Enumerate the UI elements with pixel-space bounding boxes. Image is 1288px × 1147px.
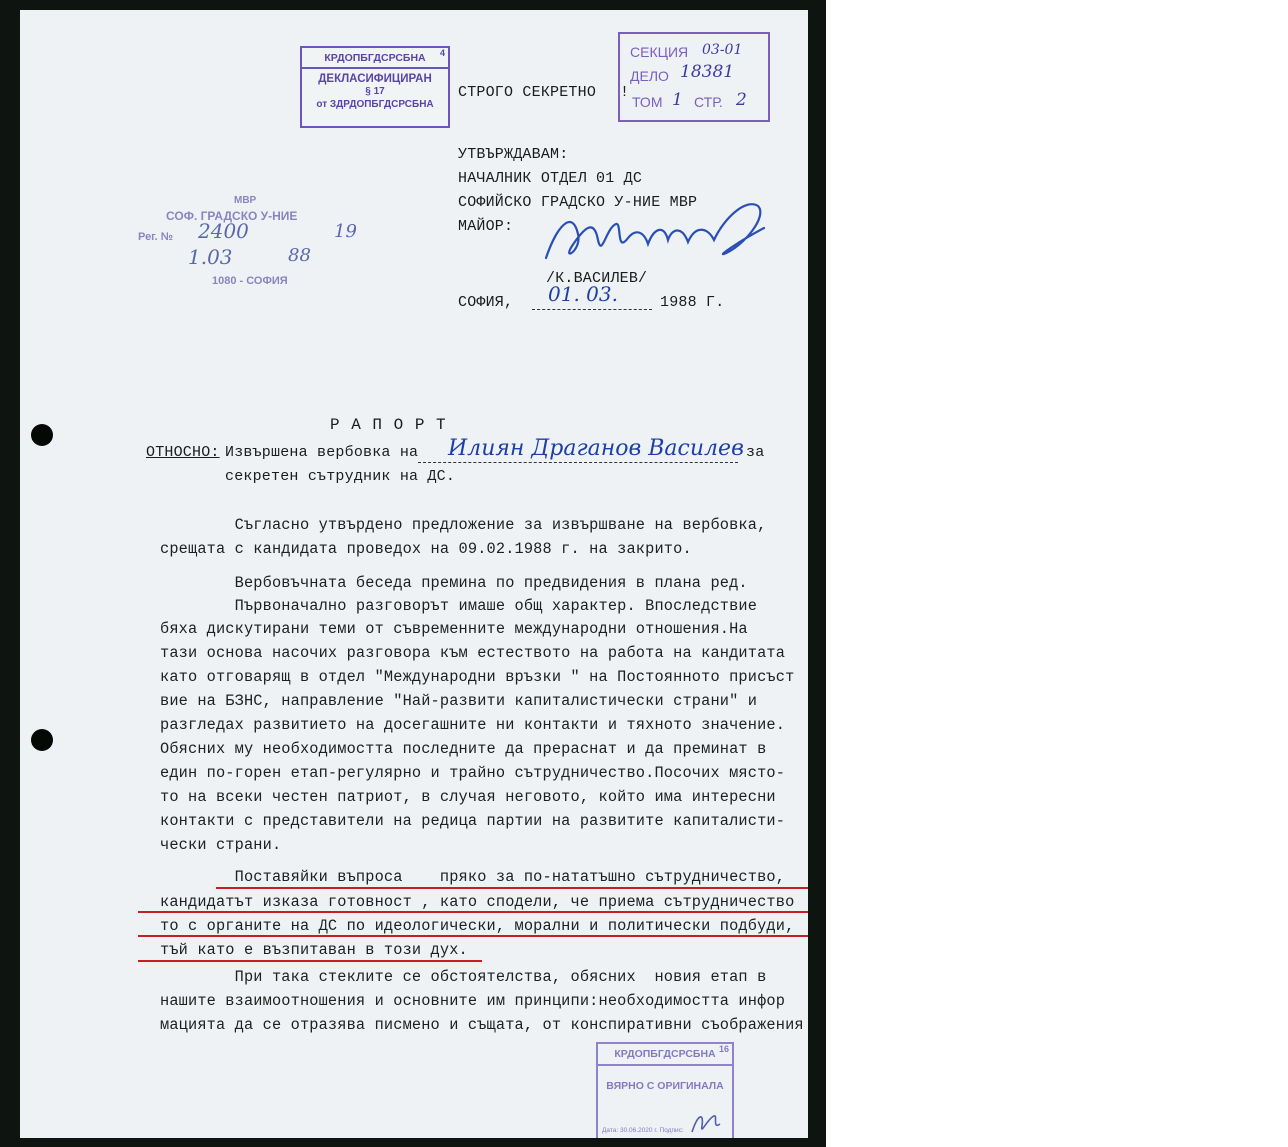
body-line: кандидатът изказа готовност , като сподели, че приема сътрудничество <box>160 893 795 911</box>
handwritten-date: 01. 03. <box>548 282 618 306</box>
registry-date-year: 88 <box>288 245 311 266</box>
body-line: Обясних му необходимостта последните да прераснат и да преминат в <box>160 740 767 758</box>
stamp-status: ДЕКЛАСИФИЦИРАН <box>318 73 432 85</box>
body-line: нашите взаимоотношения и основните им принципи:необходимостта инфор <box>160 992 786 1010</box>
date-underline <box>532 309 652 310</box>
registry-line2: СОФ. ГРАДСКО У-НИЕ <box>166 209 298 223</box>
subject-text: Извършена вербовка на <box>225 444 419 461</box>
date-year: 1988 Г. <box>660 294 725 311</box>
true-copy-footer: Дата: 30.06.2020 г. Подпис: <box>602 1127 684 1134</box>
section-value: 03-01 <box>702 42 743 58</box>
body-line: един по-горен етап-регулярно и трайно сътрудничество.Посочих място- <box>160 764 786 782</box>
registry-number: 2400 <box>198 219 249 243</box>
case-label: ДЕЛО <box>630 68 669 84</box>
handwritten-candidate-name: Илиян Драганов Василев <box>448 436 744 461</box>
body-line: като отговарящ в отдел "Международни връзки " на Постоянното присъст <box>160 668 795 686</box>
registry-line1: МВР <box>234 195 257 206</box>
body-line: вие на БЗНС, направление "Най-развити капиталистически страни" и <box>160 692 758 710</box>
approval-line: МАЙОР: <box>458 218 514 235</box>
stamp-org: КРДОПБГДСРСБНА <box>324 52 426 64</box>
stamp-authority: от ЗДРДОПБГДСРСБНА <box>316 99 434 110</box>
true-copy-text: ВЯРНО С ОРИГИНАЛА <box>606 1080 724 1092</box>
body-line: При така стеклите се обстоятелства, обясних новия етап в <box>160 968 767 986</box>
true-copy-stamp <box>596 1042 734 1138</box>
volume-label: ТОМ <box>632 94 663 110</box>
body-line: разгледах развитието на досегашните ни контакти и тяхното значение. <box>160 716 786 734</box>
body-line: Поставяйки въпроса пряко за по-нататъшно сътрудничество, <box>160 868 786 886</box>
report-title: Р А П О Р Т <box>330 416 447 434</box>
red-underline <box>138 960 482 962</box>
approver-name: /К.ВАСИЛЕВ/ <box>546 270 648 287</box>
red-underline <box>138 911 808 913</box>
declassified-stamp <box>300 46 450 128</box>
section-label: СЕКЦИЯ <box>630 44 689 60</box>
subject-text-after: за <box>746 444 765 461</box>
stamp-paragraph: § 17 <box>365 86 385 97</box>
body-line: то с органите на ДС по идеологически, морални и политически подбуди, <box>160 917 795 935</box>
body-line: тази основа насочих разговора към естеството на работа на кандитата <box>160 644 786 662</box>
body-line: Вербовъчната беседа премина по предвидения в плана ред. <box>160 574 748 592</box>
subject-line2: секретен сътрудник на ДС. <box>225 468 456 485</box>
registry-city: 1080 - СОФИЯ <box>212 275 288 287</box>
document-page <box>20 10 808 1138</box>
body-line: мацията да се отразява писмено и същата, от конспиративни съображения <box>160 1016 804 1034</box>
registry-prefix: Рег. № <box>138 231 174 243</box>
body-line: тъй като е възпитаван в този дух. <box>160 941 468 959</box>
archive-stamp <box>618 32 770 122</box>
body-line: Съгласно утвърдено предложение за извършване на вербовка, <box>160 516 767 534</box>
body-line: Първоначално разговорът имаше общ характер. Впоследствие <box>160 597 758 615</box>
registry-suffix: 19 <box>334 221 357 242</box>
registry-stamp <box>138 195 376 291</box>
stamp-number: 4 <box>439 48 445 58</box>
approval-line: СОФИЙСКО ГРАДСКО У-НИЕ МВР <box>458 194 698 211</box>
page-label: СТР. <box>694 94 723 110</box>
volume-value: 1 <box>672 90 683 110</box>
subject-label: ОТНОСНО: <box>146 444 220 461</box>
body-line: контакти с представители на редица партии на развитите капиталисти- <box>160 812 786 830</box>
page-value: 2 <box>736 90 747 110</box>
punch-hole-top <box>31 424 53 446</box>
city-label: СОФИЯ, <box>458 294 514 311</box>
red-underline <box>476 935 808 937</box>
true-copy-org: КРДОПБГДСРСБНА <box>614 1048 716 1060</box>
classification-label: СТРОГО СЕКРЕТНО <box>458 84 597 101</box>
case-value: 18381 <box>680 62 735 82</box>
approval-label: УТВЪРЖДАВАМ: <box>458 146 569 163</box>
body-line: то на всеки честен патриот, в случая неговото, който има интересни <box>160 788 776 806</box>
body-line: бяха дискутирани теми от съвременните международни отношения.На <box>160 620 748 638</box>
true-copy-signature <box>686 1108 726 1138</box>
body-line: срещата с кандидата проведох на 09.02.1988 г. на закрито. <box>160 540 692 558</box>
red-underline <box>138 935 476 937</box>
true-copy-number: 16 <box>718 1044 729 1054</box>
registry-date-day: 1.03 <box>188 245 233 269</box>
approval-line: НАЧАЛНИК ОТДЕЛ 01 ДС <box>458 170 643 187</box>
punch-hole-bottom <box>31 729 53 751</box>
name-underline <box>418 462 738 463</box>
exclamation-mark: ! <box>620 84 630 101</box>
body-line: чески страни. <box>160 836 282 854</box>
red-underline <box>216 887 808 889</box>
